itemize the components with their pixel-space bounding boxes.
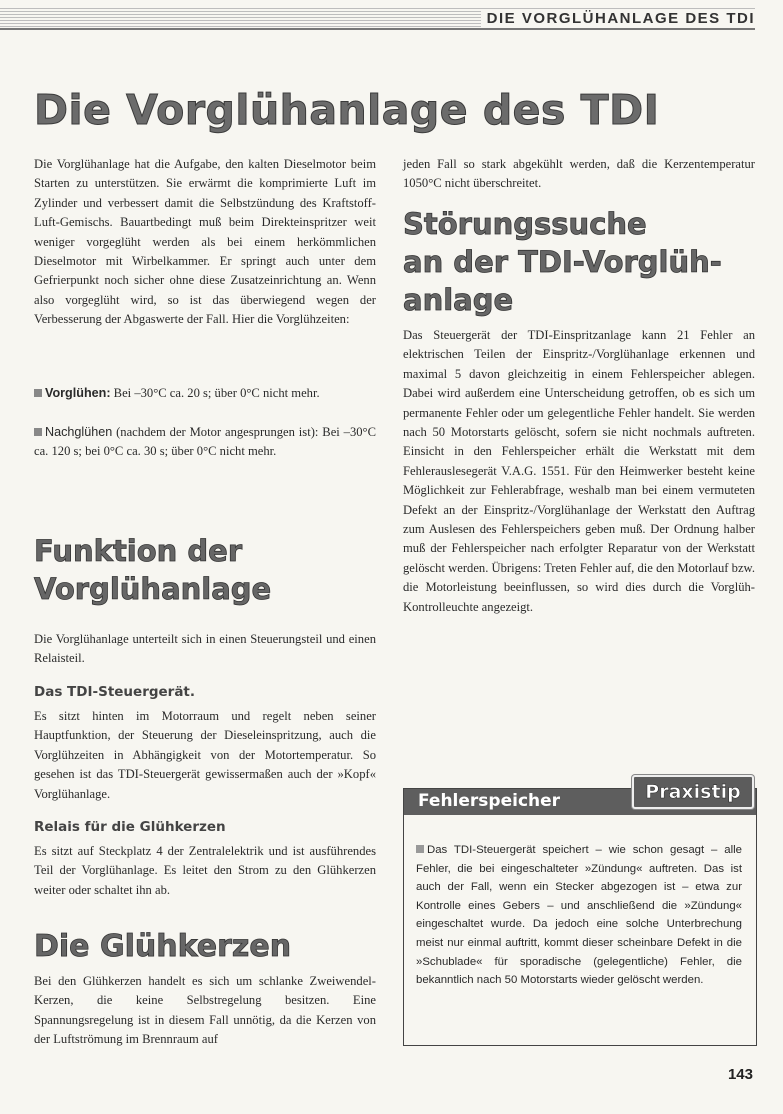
tip-box-text bbox=[416, 841, 742, 990]
relais-paragraph: Es sitzt auf Steckplatz 4 der Zentralelektrik und ist ausführendes Teil der Vorglühanlage. Es leitet den Strom zu den Glühkerzen weiter oder schaltet ihn ab. bbox=[34, 844, 376, 897]
section-heading-line: Funktion der bbox=[34, 534, 243, 568]
running-head: DIE VORGLÜHANLAGE DES TDI bbox=[481, 10, 755, 27]
bullet-text: Bei –30°C ca. 20 s; über 0°C nicht mehr. bbox=[110, 386, 320, 400]
tip-box-title: Fehlerspeicher bbox=[418, 791, 561, 811]
section-heading-line: Vorglühanlage bbox=[34, 572, 272, 606]
subheading-relais: Relais für die Glühkerzen bbox=[34, 819, 226, 835]
bullet-nachgluehen bbox=[34, 423, 376, 462]
continuation-paragraph: jeden Fall so stark abgekühlt werden, daß die Kerzentemperatur 1050°C nicht überschreitet. bbox=[403, 157, 755, 191]
section-heading-line: anlage bbox=[403, 283, 514, 317]
bullet-square-icon bbox=[34, 428, 42, 436]
bullet-text: (nachdem der Motor angesprungen ist): Bei –30°C ca. 120 s; bei 0°C ca. 30 s; über 0°C nicht mehr. bbox=[34, 425, 376, 459]
section-heading-line: an der TDI-Vorglüh- bbox=[403, 245, 722, 279]
bullet-label: Nachglühen bbox=[45, 425, 113, 439]
stoerungssuche-paragraph: Das Steuergerät der TDI-Einspritzanlage kann 21 Fehler an elektrischen Teilen der Einspritz-/Vorglühanlage erkennen und maximal 5 davon gleichzeitig in einem Fehlerspeicher ablegen. Dabei wird außerdem eine Unterscheidung getroffen, ob es sich um permanente Fehler oder um gelegentliche Fehler handelt. Sie werden nach 50 Motorstarts gelöscht, sofern sie nicht nochmals auftreten. Einsicht in den Fehlerspeicher erhält die Werkstatt mit dem Fehlerauslesegerät V.A.G. 1551. Für den Heimwerker besteht keine Möglichkeit zur Fehlerabfrage, weshalb man bei einem vermuteten Defekt an der Einspritz-/Vorglühanlage der Werkstatt den Auftrag zum Auslesen des Fehlerspeichers geben muß. Der Ordnung halber muß der Fehlerspeicher nach erfolgter Reparatur von der Werkstatt gelöscht werden. Übrigens: Treten Fehler auf, die den Motorlauf bzw. die Motorleistung beeinflussen, so wird dies durch die Vorglüh-Kontrolleuchte angezeigt. bbox=[403, 328, 755, 614]
running-head-underline bbox=[0, 28, 755, 30]
section-heading-line: Störungssuche bbox=[403, 207, 647, 241]
section-heading-funktion bbox=[34, 532, 271, 608]
praxistip-label: Praxistip bbox=[645, 781, 741, 803]
bullet-vorgluehen bbox=[34, 384, 376, 403]
bullet-square-icon bbox=[416, 845, 424, 853]
page-title: Die Vorglühanlage des TDI bbox=[34, 86, 660, 134]
funktion-paragraph: Die Vorglühanlage unterteilt sich in einen Steuerungsteil und einen Relaisteil. bbox=[34, 632, 376, 666]
praxistip-badge bbox=[632, 775, 754, 809]
bullet-square-icon bbox=[34, 389, 42, 397]
intro-paragraph: Die Vorglühanlage hat die Aufgabe, den kalten Dieselmotor beim Starten zu unterstützen. Sie erwärmt die komprimierte Luft im Zylinder und verbessert damit die Selbstzündung des Kraftstoff-Luft-Gemischs. Bauartbedingt muß beim Direkteinspritzer weit weniger vorgeglüht werden als bei einem herkömmlichen Dieselmotor mit Wirbelkammer. Er springt auch unter dem Gefrierpunkt noch sicher ohne diese Zusatzeinrichtung an. Wenn also vorgeglüht wird, so ist das überwiegend wegen der Verbesserung der Abgaswerte der Fall. Hier die Vorglühzeiten: bbox=[34, 157, 376, 327]
section-heading-gluehkerzen: Die Glühkerzen bbox=[34, 929, 292, 964]
subheading-steuergeraet: Das TDI-Steuergerät. bbox=[34, 684, 196, 700]
page-number: 143 bbox=[727, 1066, 753, 1083]
section-heading-stoerungssuche bbox=[403, 205, 722, 319]
steuergeraet-paragraph: Es sitzt hinten im Motorraum und regelt neben seiner Hauptfunktion, der Steuerung der Dieseleinspritzung, auch die Vorglühzeiten in Abhängigkeit von der Motortemperatur. So gesehen ist das TDI-Steuergerät gewissermaßen auch der »Kopf« Vorglühanlage. bbox=[34, 709, 376, 801]
tip-box-body: Das TDI-Steuergerät speichert – wie schon gesagt – alle Fehler, die bei eingeschalteter »Zündung« auftreten. Das ist auch der Fall, wenn ein Stecker abgezogen ist – etwa zur Kontrolle eines Gebers – und anschließend die »Zündung« eingeschaltet wurde. Da jedoch eine solche Unterbrechung meist nur einmal auftritt, kommt dieser scheinbare Defekt in die »Schublade« für sporadische (gelegentliche) Fehler, die bekanntlich nach 50 Motorstarts wieder gelöscht werden. bbox=[416, 844, 742, 987]
gluehkerzen-paragraph: Bei den Glühkerzen handelt es sich um schlanke Zweiwendel-Kerzen, die keine Selbstregelung besitzen. Eine Spannungsregelung ist in diesem Fall unnötig, da die Kerzen von der Luftströmung im Brennraum auf bbox=[34, 974, 376, 1047]
tip-box bbox=[403, 788, 757, 1046]
bullet-label: Vorglühen: bbox=[45, 386, 111, 400]
